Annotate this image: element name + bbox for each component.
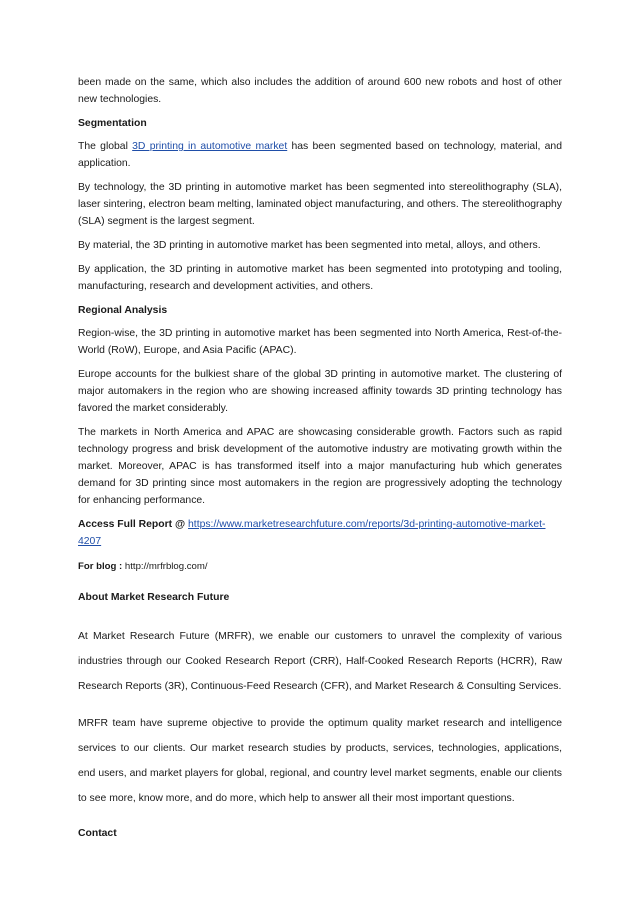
regional-heading: Regional Analysis xyxy=(78,305,168,316)
blog-url: http://mrfrblog.com/ xyxy=(124,561,208,572)
segmentation-text-after: has been segmented based on technology, material, and application. xyxy=(78,141,562,169)
segmentation-paragraph-4: By application, the 3D printing in automotive market has been segmented into prototyping and tooling, manufacturing, research and development activities, and others. xyxy=(78,264,562,292)
segmentation-paragraph-1 xyxy=(78,138,562,172)
segmentation-heading: Segmentation xyxy=(78,118,147,129)
market-link[interactable]: 3D printing in automotive market xyxy=(132,141,288,152)
segmentation-paragraph-2: By technology, the 3D printing in automotive market has been segmented into stereolithography (SLA), laser sintering, electron beam melting, laminated object manufacturing, and others. The stereolithography (SLA) segment is the largest segment. xyxy=(78,182,562,227)
about-paragraph-1: At Market Research Future (MRFR), we enable our customers to unravel the complexity of various industries through our Cooked Research Report (CRR), Half-Cooked Research Reports (HCRR), Raw Research Reports (3R), Continuous-Feed Research (CFR), and Market Research & Consulting Services. xyxy=(78,631,562,692)
blog-line xyxy=(78,558,562,575)
regional-paragraph-2: Europe accounts for the bulkiest share of the global 3D printing in automotive market. The clustering of major automakers in the region who are showing increased affinity towards 3D printing technology has favored the market considerably. xyxy=(78,369,562,414)
document-page xyxy=(78,74,562,842)
regional-paragraph-1: Region-wise, the 3D printing in automotive market has been segmented into North America, Rest-of-the-World (RoW), Europe, and Asia Pacific (APAC). xyxy=(78,328,562,356)
contact-heading: Contact xyxy=(78,828,117,839)
regional-paragraph-3: The markets in North America and APAC are showcasing considerable growth. Factors such as rapid technology progress and brisk development of the automotive industry are motivating growth within the market. Moreover, APAC is has transformed itself into a major manufacturing hub which generates demand for 3D printing since most automakers in the region are progressively adopting the technology for enhancing performance. xyxy=(78,427,562,506)
access-report-line xyxy=(78,516,562,550)
segmentation-paragraph-3: By material, the 3D printing in automotive market has been segmented into metal, alloys, and others. xyxy=(78,240,541,251)
intro-paragraph: been made on the same, which also includes the addition of around 600 new robots and host of other new technologies. xyxy=(78,77,562,105)
about-paragraph-2: MRFR team have supreme objective to provide the optimum quality market research and intelligence services to our clients. Our market research studies by products, services, technologies, applications, end users, and market players for global, regional, and country level market segments, enable our clients to see more, know more, and do more, which help to answer all their most important questions. xyxy=(78,718,562,804)
access-report-link[interactable]: https://www.marketresearchfuture.com/reports/3d-printing-automotive-market-4207 xyxy=(78,519,546,547)
about-heading: About Market Research Future xyxy=(78,592,230,603)
segmentation-text-before: The global xyxy=(78,141,133,152)
blog-label: For blog : xyxy=(78,561,125,572)
access-report-label: Access Full Report @ xyxy=(78,519,189,530)
